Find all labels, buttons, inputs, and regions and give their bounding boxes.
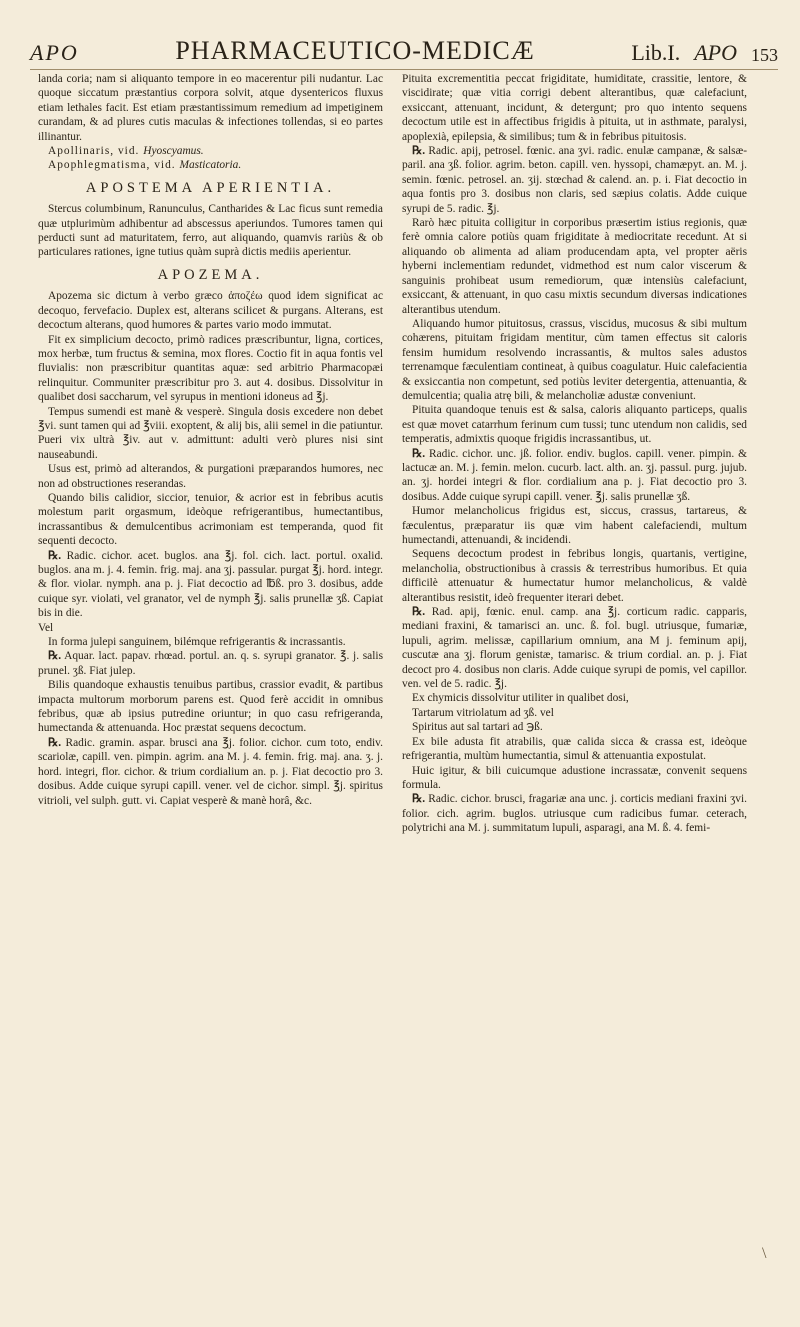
recipe (402, 792, 747, 835)
paragraph: Tartarum vitriolatum ad ʒß. vel (412, 706, 554, 719)
recipe (402, 144, 747, 216)
recipe (38, 649, 383, 678)
recipe-symbol: ℞. (48, 549, 62, 562)
paragraph: Apozema sic dictum à verbo græco ἀποζέω quod idem significat ac decoquo, fervefacio. Duplex est, alterans scilicet & purgans. Alterans, est decoctum alterans, quod humores & partes vario modo immutat. (38, 290, 383, 332)
recipe (38, 549, 383, 621)
running-head-title: PHARMACEUTICO-MEDICÆ (175, 36, 535, 65)
paragraph: In forma julepi sanguinem, bilémque refrigerantis & incrassantis. (48, 636, 346, 649)
xref-target: Hyoscyamus. (143, 145, 204, 158)
paragraph: Fit ex simplicium decocto, primò radices præscribuntur, ligna, cortices, mox herbæ, tum fructus & semina, mox flores. Coctio fit in aqua fontis vel fluvialis: non præscribitur quantitas aquæ: sed arbitrio Pharmacopæi relinquitur. Communiter præscribitur pro 3. aut 4. dosibus. Dissolvitur in qualibet dosi saccharum, vel syrupus in mentioni idoneus ad ℥j. (38, 333, 383, 404)
paragraph: Bilis quandoque exhaustis tenuibus partibus, crassior evadit, & partibus impacta multorum morborum parens est. Quod ferè accidit in omnibus febribus, quæ ab ipsius putredine oriuntur; in quo casu refrigeranda, humectanda & attenuanda. Hoc præstat sequens decoctum. (38, 679, 383, 735)
recipe-symbol: ℞. (48, 650, 62, 663)
paragraph: Ex bile adusta fit atrabilis, quæ calida sicca & crassa est, ideòque refrigerantia, multùm humectantia, simul & attenuantia expostulat. (402, 735, 747, 763)
recipe-text: Rad. apij, fœnic. enul. camp. ana ℥j. corticum radic. capparis, mediani fraxini, & tamarisci an. unc. ß. fol. bugl. utriusque, fumariæ, lupuli, agrim. melissæ, capillarium omnium, ana M j. feminum apij, cuscutæ ana ʒj. florum genistæ, tamarisc. & trium cordial. an. p. j. Fiat decoct pro 4. dosibus non claris. Adde cuique syrupi de pomis, vel capillor. ven. vel de 5. radic. ℥j. (402, 606, 747, 691)
recipe-symbol: ℞. (412, 145, 426, 158)
right-column (402, 72, 747, 836)
paragraph: Aliquando humor pituitosus, crassus, viscidus, mucosus & sibi multum cohærens, pituitam frigidam mentitur, cùm tamen effectus sit caloris fensim humidum resolvendo incrassantis, & multos sales adustos terrenamque fæculentiam contineat, à quibus coagulatur. Huic calefacientia & exsiccantia non competunt, sed potiùs leviter detergentia, attenuantia, & demulcentia; qualia atrę bili, & melancholiæ adustæ conveniunt. (402, 317, 747, 402)
vel-line: Vel (38, 621, 54, 634)
running-head-right (631, 40, 778, 66)
cross-reference (38, 144, 383, 158)
paragraph: Pituita excrementitia peccat frigiditate, humiditate, crassitie, lentore, & viscidirate; quæ vitia corrigi debent alterantibus, quæ calefaciunt, exsiccant, attenuant, incidunt, & detergunt; pro quo intento sequens decoctum utile est in affectibus frigidis à pituita, ut in asthmate, paralysi, apoplexià, epilepsia, & similibus; tum & in febribus pituitosis. (402, 73, 747, 143)
xref-term: Apollinaris, (48, 145, 115, 158)
recipe-text: Radic. gramin. aspar. brusci ana ℥j. folior. cichor. cum toto, endiv. scariolæ, capill. ven. pimpin. agrim. ana M. j. 4. femin. frig. maj. ana. ʒ. j. hord. integri, flor. cichor. & trium cordialium an. p. j. Fiat decoctio pro 3. dosibus. Adde cuique syrupi capill. vener. vel de cichor. simpl. ℥j. spiritus vitrioli, vel sulph. gutt. vi. Capiat vesperè & manè horâ, &c. (38, 736, 383, 807)
xref-term: Apophlegmatisma, (48, 159, 151, 172)
recipe-symbol: ℞. (48, 736, 62, 749)
paragraph: landa coria; nam si aliquanto tempore in eo macerentur pili nudantur. Lac quoque siccatum præstantius corpora solvit, atque dysentericos fluxus etiam lethales facit. Est etiam præstantissimum remedium ad impetiginem curandam, & ad plures cutis maculas & infectiones tollendas, si eo partes illinantur. (38, 73, 383, 143)
running-head-left-word: APO (30, 40, 79, 65)
xref-vid: vid. (117, 145, 140, 158)
running-head-right-word: APO (694, 40, 737, 65)
recipe-symbol: ℞. (412, 793, 426, 806)
recipe (402, 605, 747, 691)
recipe (38, 736, 383, 808)
paragraph: Ex chymicis dissolvitur utiliter in qualibet dosi, (412, 692, 629, 705)
left-column (38, 72, 383, 808)
recipe-symbol: ℞. (412, 606, 426, 619)
paragraph: Spiritus aut sal tartari ad ℈ß. (412, 721, 543, 734)
recipe-text: Aquar. lact. papav. rhœad. portul. an. q. s. syrupi granator. ℥. j. salis prunel. ʒß. Fiat julep. (38, 650, 383, 677)
page-number: 153 (750, 45, 778, 65)
recipe-text: Radic. cichor. acet. buglos. ana ℥j. fol. cich. lact. portul. oxalid. buglos. ana m. j. 4. femin. frig. maj. ana ʒj. passular. purgat ℥j. hord. integr. & flor. violar. nymph. ana p. j. Fiat decoctio ad ℔ß. pro 3. dosibus, adde cuique syr. violati, vel granator, vel de nymph ℥j. salis prunellæ ʒß. Capiat bis in die. (38, 549, 383, 620)
running-head (30, 30, 778, 70)
cross-reference (38, 158, 383, 172)
paragraph: Rarò hæc pituita colligitur in corporibus præsertim istius regionis, quæ ferè omnia calore potiùs quam frigiditate à mediocritate recedunt. At si aliquando ob alimenta ad aliam producendam apta, vel propter aëris hyberni inclementiam redundet, vidmethod est num calor viscerum & sanguinis prohibeat usum remediorum, quæ intensiùs calefaciunt, exsiccant, & attenuant, in quo casu mixtis secundum diversas indicationes alterantibus utendum. (402, 217, 747, 316)
running-head-book: Lib.I. (631, 40, 681, 65)
recipe (402, 447, 747, 505)
paragraph: Quando bilis calidior, siccior, tenuior, & acrior est in febribus acutis molestum parit orgasmum, ideòque refrigerantibus, humectantibus, incrassantibus & demulcentibus acrimoniam est temperanda, quod fit sequenti decocto. (38, 491, 383, 548)
paragraph: Humor melancholicus frigidus est, siccus, crassus, tartareus, & fæculentus, præparatur iis quæ vim habent calefaciendi, multum humectandi, attenuandi, & incidendi. (402, 505, 747, 546)
section-heading: APOZEMA. (157, 266, 264, 283)
ink-mark: \ (762, 1245, 767, 1262)
xref-target: Masticatoria. (179, 159, 242, 172)
xref-vid: vid. (154, 159, 176, 172)
recipe-text: Radic. cichor. brusci, fragariæ ana unc. j. corticis mediani fraxini ʒvi. folior. cich. agrim. buglos. utriusque cum radicibus fumar. ceterach, polytrichi ana M. j. summitatum lupuli, asparagi, ana M. ß. 4. femi- (402, 793, 747, 835)
paragraph: Huic igitur, & bili cuicumque adustione incrassatæ, convenit sequens formula. (402, 764, 747, 791)
paragraph: Pituita quandoque tenuis est & salsa, caloris aliquanto particeps, qualis est quæ movet catarrhum ferinum cum tussi; tunc utendum non calidis, sed temperatis, admixtis quoque frigidis incrassantibus, ut. (402, 404, 747, 446)
paragraph: Stercus columbinum, Ranunculus, Cantharides & Lac ficus sunt remedia quæ utplurimùm adhibentur ad abscessus aperiundos. Tumores tamen qui perducti sunt ad maturitatem, ferro, aut aliquando, quamvis rariùs & ob particulares rationes, igne tutius quàm suprà dictis mediis aperientur. (38, 203, 383, 259)
recipe-symbol: ℞. (412, 447, 426, 460)
paragraph: Sequens decoctum prodest in febribus longis, quartanis, vertigine, melancholia, obstructionibus à crassis & terrestribus humoribus. Et quia difficilè attenuatur & humectatur humor melancholicus, & valdè alterantibus resistit, ideò frequenter iterari debet. (402, 548, 747, 604)
paragraph: Tempus sumendi est manè & vesperè. Singula dosis excedere non debet ℥vi. sunt tamen qui ad ℥viii. exoptent, & alij bis, alii semel in die patiuntur. Pueri vix ultrà ℥iv. aut v. admittunt: adulti verò plures nisi sint nauseabundi. (38, 405, 383, 461)
section-heading: APOSTEMA APERIENTIA. (85, 179, 336, 196)
recipe-text: Radic. cichor. unc. jß. folior. endiv. buglos. capill. vener. pimpin. & lactucæ an. M. j. femin. melon. cucurb. lact. alth. an. ʒj. passul. purg. jujub. an. ʒj. hordei integri & flor. cordialium ana p. j. Fiat decoctio pro 3. dosibus. Adde cuique syrupi capill. vener. ℥j. salis prunellæ ʒß. (402, 447, 747, 503)
recipe-text: Radic. apij, petrosel. fœnic. ana ʒvi. radic. enulæ campanæ, & salsæ-paril. ana ʒß. folior. agrim. beton. capill. ven. hyssopi, chamæpyt. an. M. j. semin. fœnic. petrosel. an. ʒij. stœchad & calend. an. p. i. Fiat decoctio in aqua fontis pro 3. dosibus non claris, sed sæpius colatis. Adde cuique syrupi de 5. radic. ℥j. (402, 145, 747, 215)
paragraph: Usus est, primò ad alterandos, & purgationi præparandos humores, nec non ad obstructiones reserandas. (38, 463, 383, 490)
